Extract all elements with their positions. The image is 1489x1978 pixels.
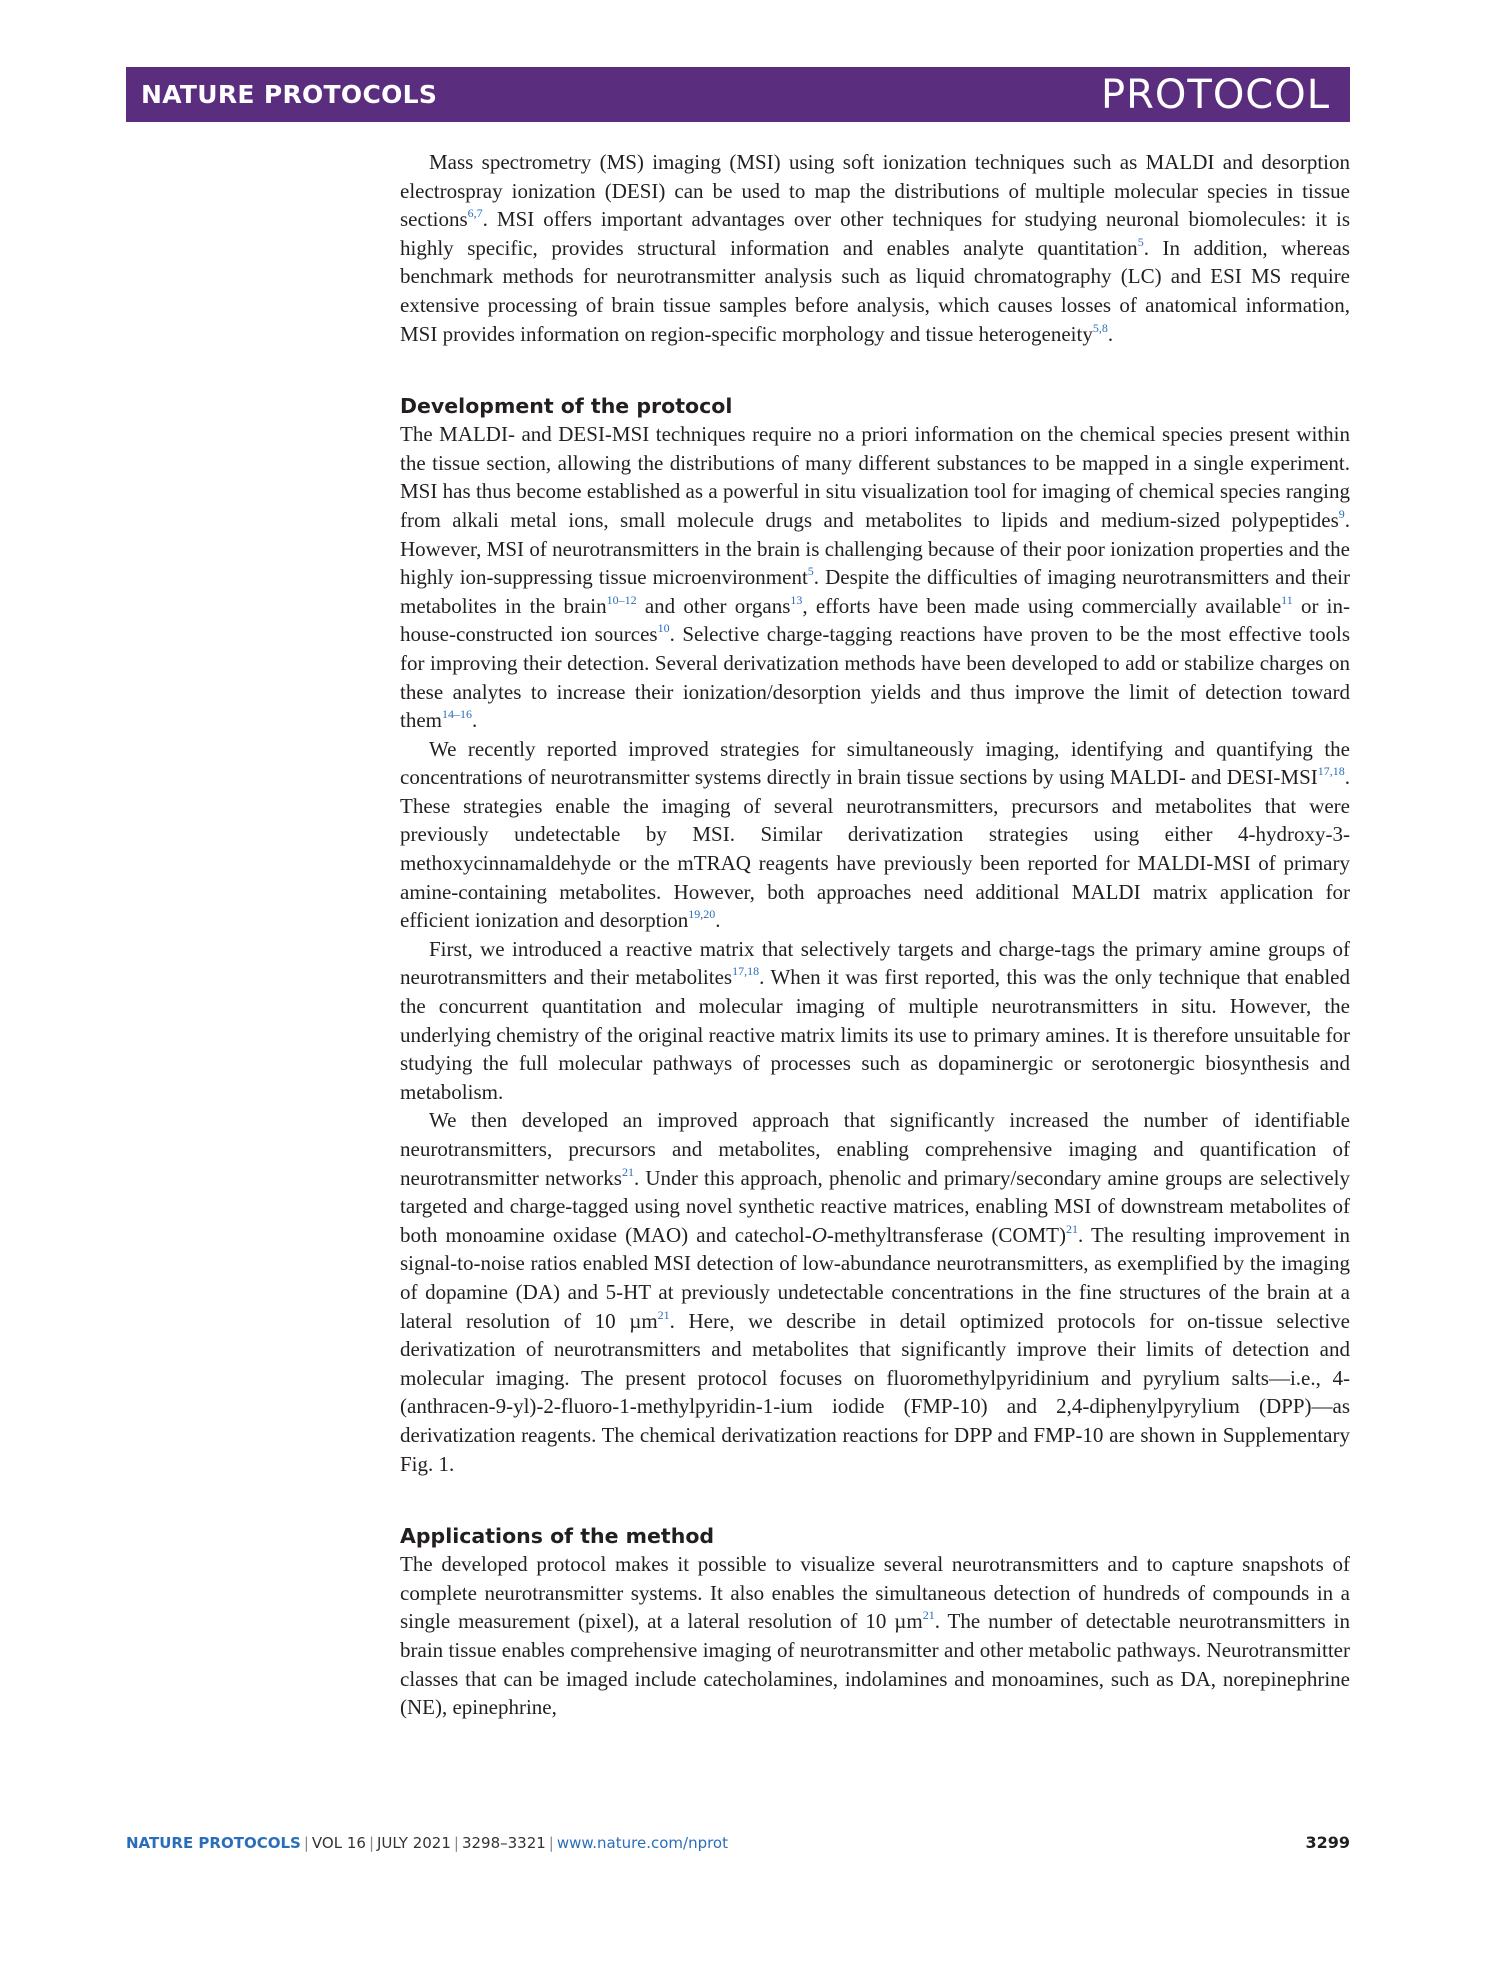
footer-journal: NATURE PROTOCOLS — [126, 1833, 301, 1852]
citation-link[interactable]: 21 — [922, 1608, 935, 1623]
citation-link[interactable]: 21 — [621, 1164, 634, 1179]
citation-link[interactable]: 21 — [657, 1307, 670, 1322]
development-paragraph-3: First, we introduced a reactive matrix that selectively targets and charge-tags the primary amine groups of neurotransmitters and their metabolites$^{17,18}$. When it was first reported, this was the only technique that enabled the concurrent quantitation and molecular imaging of multiple neurotransmitters in situ. However, the underlying chemistry of the original reactive matrix limits its use to primary amines. It is therefore unsuitable for studying the full molecular pathways of processes such as dopaminergic or serotonergic biosynthesis and metabolism. — [400, 936, 1350, 1104]
footer-citation: NATURE PROTOCOLS | VOL 16 | JULY 2021 | 3298–3321 | www.nature.com/nprot — [126, 1833, 728, 1852]
citation-link[interactable]: 14–16 — [442, 707, 472, 722]
page-footer — [126, 1833, 1350, 1852]
citation-link[interactable]: 11 — [1281, 592, 1293, 607]
citation-link[interactable]: 5,8 — [1092, 320, 1108, 335]
citation-link[interactable]: 6,7 — [467, 206, 483, 221]
development-paragraph-4: We then developed an improved approach that significantly increased the number of identifiable neurotransmitters, precursors and metabolites, enabling comprehensive imaging and quantification of neurotransmitter networks$^{21}$. Under this approach, phenolic and primary/secondary amine groups are selectively targeted and charge-tagged using novel synthetic reactive matrices, enabling MSI of downstream metabolites of both monoamine oxidase (MAO) and catechol-O-methyltransferase (COMT)$^{21}$. The resulting improvement in signal-to-noise ratios enabled MSI detection of low-abundance neurotransmitters, as exemplified by the imaging of dopamine (DA) and 5-HT at previously undetectable concentrations in the fine structures of the brain at a lateral resolution of 10 µm$^{21}$. Here, we describe in detail optimized protocols for on-tissue selective derivatization of neurotransmitters and metabolites that significantly improve their limits of detection and molecular imaging. The present protocol focuses on fluoromethylpyridinium and pyrylium salts—i.e., 4-(anthracen-9-yl)-2-fluoro-1-methylpyridin-1-ium iodide (FMP-10) and 2,4-diphenylpyrylium (DPP)—as derivatization reagents. The chemical derivatization reactions for DPP and FMP-10 are shown in Supplementary Fig. 1. — [400, 1108, 1350, 1476]
section-heading-development: Development of the protocol — [400, 394, 733, 419]
article-type: PROTOCOL — [1100, 71, 1330, 118]
citation-link[interactable]: 13 — [790, 592, 803, 607]
citation-link[interactable]: 10 — [657, 621, 670, 636]
footer-pages: 3298–3321 — [461, 1833, 546, 1852]
footer-date: JULY 2021 — [377, 1833, 451, 1852]
development-paragraph-2: We recently reported improved strategies for simultaneously imaging, identifying and quantifying the concentrations of neurotransmitter systems directly in brain tissue sections by using MALDI- and DESI-MSI$^{17,18}$. These strategies enable the imaging of several neurotransmitters, precursors and metabolites that were previously undetectable by MSI. Similar derivatization strategies using either 4-hydroxy-3-methoxycinnamaldehyde or the mTRAQ reagents have previously been reported for MALDI-MSI of primary amine-containing metabolites. However, both approaches need additional MALDI matrix application for efficient ionization and desorption$^{19,20}$. — [400, 736, 1350, 933]
citation-link[interactable]: 19,20 — [688, 907, 716, 922]
citation-link[interactable]: 9 — [1338, 506, 1345, 521]
citation-link[interactable]: 10–12 — [606, 592, 637, 607]
page-number: 3299 — [1305, 1833, 1350, 1852]
citation-link[interactable]: 21 — [1066, 1221, 1078, 1236]
citation-link[interactable]: 17,18 — [1317, 764, 1345, 779]
header-banner — [126, 67, 1350, 122]
citation-link[interactable]: 17,18 — [732, 964, 760, 979]
section-heading-applications: Applications of the method — [400, 1524, 715, 1549]
footer-volume: VOL 16 — [311, 1833, 366, 1852]
footer-url-link[interactable]: www.nature.com/nprot — [556, 1833, 728, 1852]
citation-link[interactable]: 5 — [807, 564, 814, 579]
article-body — [400, 148, 1350, 1722]
journal-name: NATURE PROTOCOLS — [141, 80, 438, 109]
applications-paragraph-1: The developed protocol makes it possible to visualize several neurotransmitters and to capture snapshots of complete neurotransmitter systems. It also enables the simultaneous detection of hundreds of compounds in a single measurement (pixel), at a lateral resolution of 10 µm$^{21}$. The number of detectable neurotransmitters in brain tissue enables comprehensive imaging of neurotransmitter and other metabolic pathways. Neurotransmitter classes that can be imaged include catecholamines, indolamines and monoamines, such as DA, norepinephrine (NE), epinephrine, — [400, 1552, 1350, 1720]
citation-link[interactable]: 5 — [1137, 234, 1144, 249]
development-paragraph-1: The MALDI- and DESI-MSI techniques require no a priori information on the chemical species present within the tissue section, allowing the distributions of many different substances to be mapped in a single experiment. MSI has thus become established as a powerful in situ visualization tool for imaging of chemical species ranging from alkali metal ions, small molecule drugs and metabolites to lipids and medium-sized polypeptides$^9$. However, MSI of neurotransmitters in the brain is challenging because of their poor ionization properties and the highly ion-suppressing tissue microenvironment$^5$. Despite the difficulties of imaging neurotransmitters and their metabolites in the brain$^{10-12}$ and other organs$^{13}$, efforts have been made using commercially available$^{11}$ or in-house-constructed ion sources$^{10}$. Selective charge-tagging reactions have proven to be the most effective tools for improving their detection. Several derivatization methods have been developed to add or stabilize charges on these analytes to increase their ionization/desorption yields and thus improve the limit of detection toward them$^{14-16}$. — [400, 422, 1350, 733]
intro-paragraph: Mass spectrometry (MS) imaging (MSI) using soft ionization techniques such as MALDI and desorption electrospray ionization (DESI) can be used to map the distributions of multiple molecular species in tissue sections$^{6,7}$. MSI offers important advantages over other techniques for studying neuronal biomolecules: it is highly specific, provides structural information and enables analyte quantitation$^5$. In addition, whereas benchmark methods for neurotransmitter analysis such as liquid chromatography (LC) and ESI MS require extensive processing of brain tissue samples before analysis, which causes losses of anatomical information, MSI provides information on region-specific morphology and tissue heterogeneity$^{5,8}$. — [400, 150, 1350, 346]
